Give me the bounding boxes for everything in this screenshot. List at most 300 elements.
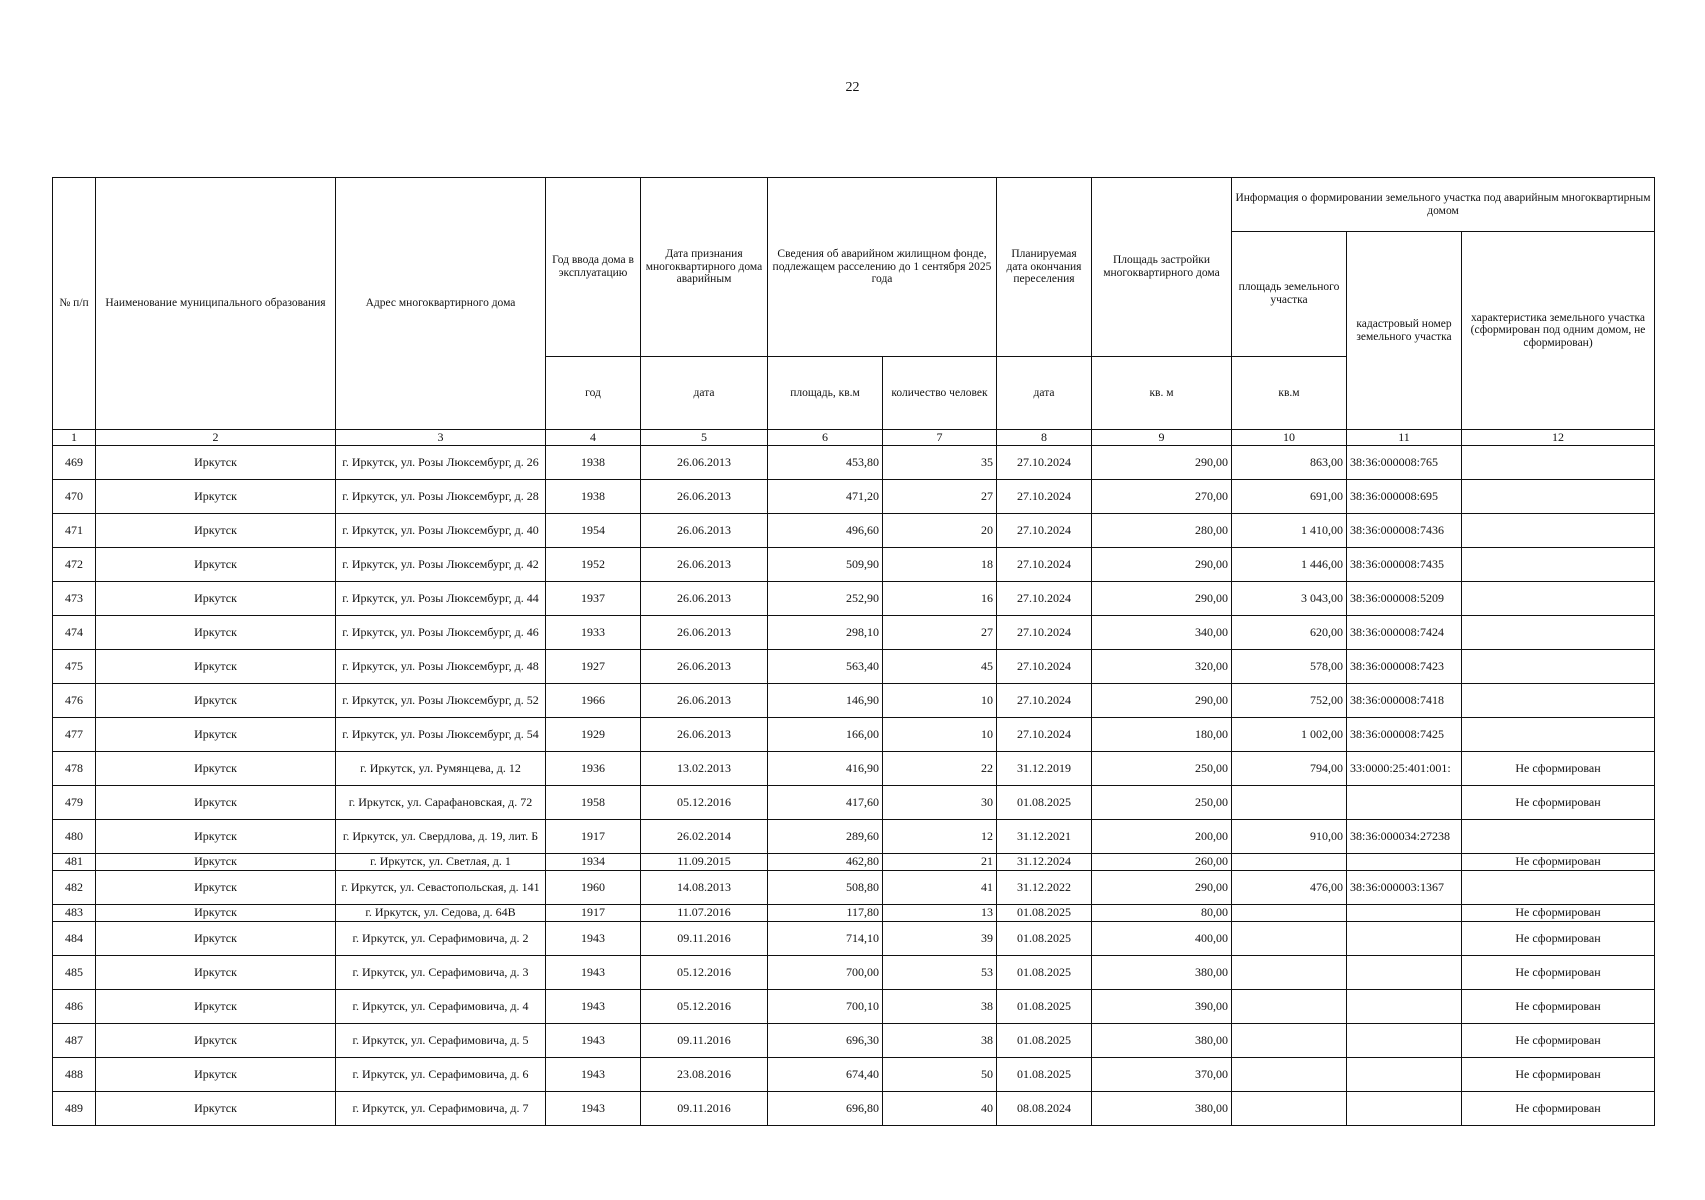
emergency-area-cell: 700,00 <box>768 956 883 990</box>
cadastral-number-cell <box>1347 1058 1462 1092</box>
table-row <box>53 905 1655 922</box>
row-number: 474 <box>53 616 96 650</box>
unit-sqm-land: кв.м <box>1232 357 1347 430</box>
header-date-recognized: Дата признания многоквартирного дома аварийным <box>641 178 768 357</box>
planned-date-cell: 27.10.2024 <box>997 582 1092 616</box>
planned-date-cell: 27.10.2024 <box>997 548 1092 582</box>
address-cell: г. Иркутск, ул. Розы Люксембург, д. 48 <box>336 650 546 684</box>
building-area-cell: 80,00 <box>1092 905 1232 922</box>
cadastral-number-cell: 38:36:000008:5209 <box>1347 582 1462 616</box>
people-count-cell: 20 <box>883 514 997 548</box>
municipality-cell: Иркутск <box>96 905 336 922</box>
year-cell: 1929 <box>546 718 641 752</box>
header-land-area: площадь земельного участка <box>1232 232 1347 357</box>
emergency-area-cell: 509,90 <box>768 548 883 582</box>
building-area-cell: 290,00 <box>1092 582 1232 616</box>
column-number: 8 <box>997 430 1092 446</box>
building-area-cell: 250,00 <box>1092 752 1232 786</box>
land-area-cell: 620,00 <box>1232 616 1347 650</box>
people-count-cell: 39 <box>883 922 997 956</box>
land-characteristic-cell: Не сформирован <box>1462 922 1655 956</box>
emergency-area-cell: 563,40 <box>768 650 883 684</box>
land-area-cell <box>1232 1024 1347 1058</box>
cadastral-number-cell <box>1347 990 1462 1024</box>
land-characteristic-cell: Не сформирован <box>1462 854 1655 871</box>
municipality-cell: Иркутск <box>96 718 336 752</box>
people-count-cell: 10 <box>883 684 997 718</box>
planned-date-cell: 27.10.2024 <box>997 514 1092 548</box>
recognition-date-cell: 09.11.2016 <box>641 922 768 956</box>
unit-sqm: кв. м <box>1092 357 1232 430</box>
address-cell: г. Иркутск, ул. Розы Люксембург, д. 44 <box>336 582 546 616</box>
year-cell: 1943 <box>546 1092 641 1126</box>
land-characteristic-cell: Не сформирован <box>1462 956 1655 990</box>
planned-date-cell: 08.08.2024 <box>997 1092 1092 1126</box>
municipality-cell: Иркутск <box>96 990 336 1024</box>
table-row <box>53 616 1655 650</box>
emergency-area-cell: 471,20 <box>768 480 883 514</box>
recognition-date-cell: 26.06.2013 <box>641 718 768 752</box>
cadastral-number-cell: 38:36:000008:7425 <box>1347 718 1462 752</box>
row-number: 473 <box>53 582 96 616</box>
table-row <box>53 582 1655 616</box>
municipality-cell: Иркутск <box>96 871 336 905</box>
land-area-cell <box>1232 905 1347 922</box>
cadastral-number-cell <box>1347 1024 1462 1058</box>
table-row <box>53 786 1655 820</box>
year-cell: 1917 <box>546 820 641 854</box>
land-area-cell <box>1232 1058 1347 1092</box>
column-number: 11 <box>1347 430 1462 446</box>
cadastral-number-cell: 38:36:000008:7435 <box>1347 548 1462 582</box>
emergency-area-cell: 117,80 <box>768 905 883 922</box>
land-characteristic-cell <box>1462 616 1655 650</box>
header-year-commissioned: Год ввода дома в эксплуатацию <box>546 178 641 357</box>
municipality-cell: Иркутск <box>96 854 336 871</box>
emergency-housing-table <box>52 177 1655 1126</box>
municipality-cell: Иркутск <box>96 616 336 650</box>
page-number: 22 <box>845 80 860 95</box>
year-cell: 1954 <box>546 514 641 548</box>
cadastral-number-cell <box>1347 786 1462 820</box>
row-number: 482 <box>53 871 96 905</box>
table-row <box>53 1058 1655 1092</box>
column-number-row <box>53 430 1655 446</box>
land-characteristic-cell: Не сформирован <box>1462 990 1655 1024</box>
column-number: 2 <box>96 430 336 446</box>
building-area-cell: 380,00 <box>1092 1092 1232 1126</box>
planned-date-cell: 31.12.2024 <box>997 854 1092 871</box>
cadastral-number-cell <box>1347 922 1462 956</box>
land-characteristic-cell <box>1462 718 1655 752</box>
address-cell: г. Иркутск, ул. Серафимовича, д. 7 <box>336 1092 546 1126</box>
planned-date-cell: 27.10.2024 <box>997 718 1092 752</box>
year-cell: 1936 <box>546 752 641 786</box>
planned-date-cell: 27.10.2024 <box>997 616 1092 650</box>
land-characteristic-cell <box>1462 820 1655 854</box>
emergency-area-cell: 696,30 <box>768 1024 883 1058</box>
land-area-cell <box>1232 956 1347 990</box>
address-cell: г. Иркутск, ул. Светлая, д. 1 <box>336 854 546 871</box>
emergency-area-cell: 696,80 <box>768 1092 883 1126</box>
people-count-cell: 12 <box>883 820 997 854</box>
recognition-date-cell: 26.06.2013 <box>641 650 768 684</box>
column-number: 3 <box>336 430 546 446</box>
row-number: 479 <box>53 786 96 820</box>
row-number: 478 <box>53 752 96 786</box>
cadastral-number-cell: 38:36:000008:7423 <box>1347 650 1462 684</box>
row-number: 481 <box>53 854 96 871</box>
header-address: Адрес многоквартирного дома <box>336 178 546 430</box>
emergency-area-cell: 252,90 <box>768 582 883 616</box>
cadastral-number-cell: 38:36:000008:7436 <box>1347 514 1462 548</box>
municipality-cell: Иркутск <box>96 1092 336 1126</box>
cadastral-number-cell <box>1347 905 1462 922</box>
year-cell: 1952 <box>546 548 641 582</box>
address-cell: г. Иркутск, ул. Розы Люксембург, д. 42 <box>336 548 546 582</box>
land-area-cell: 752,00 <box>1232 684 1347 718</box>
year-cell: 1933 <box>546 616 641 650</box>
recognition-date-cell: 23.08.2016 <box>641 1058 768 1092</box>
row-number: 470 <box>53 480 96 514</box>
column-number: 6 <box>768 430 883 446</box>
year-cell: 1958 <box>546 786 641 820</box>
header-municipality: Наименование муниципального образования <box>96 178 336 430</box>
year-cell: 1943 <box>546 990 641 1024</box>
table-row <box>53 684 1655 718</box>
recognition-date-cell: 26.06.2013 <box>641 548 768 582</box>
table-row <box>53 871 1655 905</box>
unit-date: дата <box>641 357 768 430</box>
land-area-cell <box>1232 786 1347 820</box>
recognition-date-cell: 26.06.2013 <box>641 684 768 718</box>
recognition-date-cell: 05.12.2016 <box>641 990 768 1024</box>
header-land-char: характеристика земельного участка (сформирован под одним домом, не сформирован) <box>1462 232 1655 430</box>
recognition-date-cell: 26.06.2013 <box>641 446 768 480</box>
row-number: 484 <box>53 922 96 956</box>
emergency-area-cell: 417,60 <box>768 786 883 820</box>
table-row <box>53 446 1655 480</box>
address-cell: г. Иркутск, ул. Седова, д. 64В <box>336 905 546 922</box>
row-number: 480 <box>53 820 96 854</box>
building-area-cell: 290,00 <box>1092 446 1232 480</box>
municipality-cell: Иркутск <box>96 1024 336 1058</box>
municipality-cell: Иркутск <box>96 548 336 582</box>
building-area-cell: 180,00 <box>1092 718 1232 752</box>
cadastral-number-cell: 38:36:000008:695 <box>1347 480 1462 514</box>
header-cadastral: кадастровый номер земельного участка <box>1347 232 1462 430</box>
people-count-cell: 13 <box>883 905 997 922</box>
municipality-cell: Иркутск <box>96 446 336 480</box>
recognition-date-cell: 26.06.2013 <box>641 514 768 548</box>
header-land-info: Информация о формировании земельного участка под аварийным многоквартирным домом <box>1232 178 1655 232</box>
year-cell: 1943 <box>546 1024 641 1058</box>
people-count-cell: 50 <box>883 1058 997 1092</box>
land-characteristic-cell: Не сформирован <box>1462 905 1655 922</box>
row-number: 488 <box>53 1058 96 1092</box>
land-area-cell: 863,00 <box>1232 446 1347 480</box>
address-cell: г. Иркутск, ул. Розы Люксембург, д. 28 <box>336 480 546 514</box>
column-number: 12 <box>1462 430 1655 446</box>
row-number: 487 <box>53 1024 96 1058</box>
land-characteristic-cell: Не сформирован <box>1462 1058 1655 1092</box>
table-row <box>53 956 1655 990</box>
planned-date-cell: 01.08.2025 <box>997 1024 1092 1058</box>
people-count-cell: 40 <box>883 1092 997 1126</box>
recognition-date-cell: 14.08.2013 <box>641 871 768 905</box>
emergency-area-cell: 453,80 <box>768 446 883 480</box>
address-cell: г. Иркутск, ул. Свердлова, д. 19, лит. Б <box>336 820 546 854</box>
land-area-cell: 578,00 <box>1232 650 1347 684</box>
municipality-cell: Иркутск <box>96 514 336 548</box>
table-row <box>53 548 1655 582</box>
cadastral-number-cell: 33:0000:25:401:001: <box>1347 752 1462 786</box>
year-cell: 1937 <box>546 582 641 616</box>
planned-date-cell: 01.08.2025 <box>997 990 1092 1024</box>
unit-area: площадь, кв.м <box>768 357 883 430</box>
row-number: 471 <box>53 514 96 548</box>
people-count-cell: 41 <box>883 871 997 905</box>
address-cell: г. Иркутск, ул. Серафимовича, д. 4 <box>336 990 546 1024</box>
land-area-cell: 691,00 <box>1232 480 1347 514</box>
recognition-date-cell: 13.02.2013 <box>641 752 768 786</box>
cadastral-number-cell: 38:36:000008:7418 <box>1347 684 1462 718</box>
recognition-date-cell: 26.02.2014 <box>641 820 768 854</box>
planned-date-cell: 01.08.2025 <box>997 922 1092 956</box>
address-cell: г. Иркутск, ул. Серафимовича, д. 3 <box>336 956 546 990</box>
column-number: 1 <box>53 430 96 446</box>
land-area-cell: 794,00 <box>1232 752 1347 786</box>
row-number: 469 <box>53 446 96 480</box>
recognition-date-cell: 09.11.2016 <box>641 1024 768 1058</box>
year-cell: 1943 <box>546 956 641 990</box>
recognition-date-cell: 09.11.2016 <box>641 1092 768 1126</box>
recognition-date-cell: 26.06.2013 <box>641 616 768 650</box>
planned-date-cell: 27.10.2024 <box>997 650 1092 684</box>
table-row <box>53 650 1655 684</box>
land-area-cell <box>1232 990 1347 1024</box>
land-area-cell: 1 410,00 <box>1232 514 1347 548</box>
people-count-cell: 30 <box>883 786 997 820</box>
planned-date-cell: 31.12.2022 <box>997 871 1092 905</box>
table-row <box>53 990 1655 1024</box>
table-row <box>53 480 1655 514</box>
header-planned-date: Планируемая дата окончания переселения <box>997 178 1092 357</box>
building-area-cell: 380,00 <box>1092 956 1232 990</box>
row-number: 475 <box>53 650 96 684</box>
building-area-cell: 370,00 <box>1092 1058 1232 1092</box>
address-cell: г. Иркутск, ул. Серафимовича, д. 6 <box>336 1058 546 1092</box>
building-area-cell: 260,00 <box>1092 854 1232 871</box>
planned-date-cell: 01.08.2025 <box>997 905 1092 922</box>
building-area-cell: 340,00 <box>1092 616 1232 650</box>
column-number: 10 <box>1232 430 1347 446</box>
building-area-cell: 290,00 <box>1092 871 1232 905</box>
column-number: 9 <box>1092 430 1232 446</box>
row-number: 477 <box>53 718 96 752</box>
row-number: 476 <box>53 684 96 718</box>
recognition-date-cell: 11.09.2015 <box>641 854 768 871</box>
address-cell: г. Иркутск, ул. Севастопольская, д. 141 <box>336 871 546 905</box>
unit-people: количество человек <box>883 357 997 430</box>
address-cell: г. Иркутск, ул. Сарафановская, д. 72 <box>336 786 546 820</box>
building-area-cell: 250,00 <box>1092 786 1232 820</box>
land-characteristic-cell <box>1462 650 1655 684</box>
year-cell: 1960 <box>546 871 641 905</box>
building-area-cell: 200,00 <box>1092 820 1232 854</box>
header-building-area: Площадь застройки многоквартирного дома <box>1092 178 1232 357</box>
table-row <box>53 854 1655 871</box>
emergency-area-cell: 289,60 <box>768 820 883 854</box>
column-number: 4 <box>546 430 641 446</box>
land-characteristic-cell: Не сформирован <box>1462 1024 1655 1058</box>
building-area-cell: 290,00 <box>1092 684 1232 718</box>
address-cell: г. Иркутск, ул. Серафимовича, д. 5 <box>336 1024 546 1058</box>
land-area-cell: 476,00 <box>1232 871 1347 905</box>
year-cell: 1917 <box>546 905 641 922</box>
emergency-area-cell: 674,40 <box>768 1058 883 1092</box>
building-area-cell: 320,00 <box>1092 650 1232 684</box>
people-count-cell: 53 <box>883 956 997 990</box>
people-count-cell: 38 <box>883 1024 997 1058</box>
year-cell: 1938 <box>546 446 641 480</box>
municipality-cell: Иркутск <box>96 956 336 990</box>
people-count-cell: 22 <box>883 752 997 786</box>
land-characteristic-cell <box>1462 514 1655 548</box>
planned-date-cell: 01.08.2025 <box>997 786 1092 820</box>
table-body <box>53 446 1655 1126</box>
address-cell: г. Иркутск, ул. Розы Люксембург, д. 54 <box>336 718 546 752</box>
year-cell: 1943 <box>546 1058 641 1092</box>
land-area-cell <box>1232 854 1347 871</box>
table-row <box>53 514 1655 548</box>
header-emergency-info: Сведения об аварийном жилищном фонде, подлежащем расселению до 1 сентября 2025 года <box>768 178 997 357</box>
emergency-area-cell: 146,90 <box>768 684 883 718</box>
table-row <box>53 718 1655 752</box>
cadastral-number-cell <box>1347 1092 1462 1126</box>
year-cell: 1927 <box>546 650 641 684</box>
cadastral-number-cell: 38:36:000008:765 <box>1347 446 1462 480</box>
land-area-cell <box>1232 922 1347 956</box>
recognition-date-cell: 05.12.2016 <box>641 956 768 990</box>
row-number: 483 <box>53 905 96 922</box>
cadastral-number-cell <box>1347 956 1462 990</box>
land-area-cell: 910,00 <box>1232 820 1347 854</box>
column-number: 5 <box>641 430 768 446</box>
people-count-cell: 21 <box>883 854 997 871</box>
year-cell: 1938 <box>546 480 641 514</box>
cadastral-number-cell: 38:36:000034:27238 <box>1347 820 1462 854</box>
land-area-cell: 1 002,00 <box>1232 718 1347 752</box>
emergency-area-cell: 714,10 <box>768 922 883 956</box>
table-row <box>53 1024 1655 1058</box>
land-area-cell: 1 446,00 <box>1232 548 1347 582</box>
year-cell: 1966 <box>546 684 641 718</box>
people-count-cell: 16 <box>883 582 997 616</box>
land-characteristic-cell <box>1462 548 1655 582</box>
emergency-area-cell: 462,80 <box>768 854 883 871</box>
land-characteristic-cell <box>1462 480 1655 514</box>
address-cell: г. Иркутск, ул. Розы Люксембург, д. 46 <box>336 616 546 650</box>
people-count-cell: 38 <box>883 990 997 1024</box>
emergency-area-cell: 508,80 <box>768 871 883 905</box>
planned-date-cell: 01.08.2025 <box>997 956 1092 990</box>
cadastral-number-cell: 38:36:000003:1367 <box>1347 871 1462 905</box>
recognition-date-cell: 11.07.2016 <box>641 905 768 922</box>
municipality-cell: Иркутск <box>96 650 336 684</box>
municipality-cell: Иркутск <box>96 480 336 514</box>
cadastral-number-cell: 38:36:000008:7424 <box>1347 616 1462 650</box>
table-row <box>53 922 1655 956</box>
unit-date-planned: дата <box>997 357 1092 430</box>
address-cell: г. Иркутск, ул. Серафимовича, д. 2 <box>336 922 546 956</box>
planned-date-cell: 27.10.2024 <box>997 684 1092 718</box>
cadastral-number-cell <box>1347 854 1462 871</box>
municipality-cell: Иркутск <box>96 1058 336 1092</box>
row-number: 485 <box>53 956 96 990</box>
table-row <box>53 1092 1655 1126</box>
people-count-cell: 27 <box>883 480 997 514</box>
emergency-area-cell: 298,10 <box>768 616 883 650</box>
recognition-date-cell: 26.06.2013 <box>641 582 768 616</box>
address-cell: г. Иркутск, ул. Розы Люксембург, д. 52 <box>336 684 546 718</box>
row-number: 489 <box>53 1092 96 1126</box>
land-characteristic-cell <box>1462 582 1655 616</box>
municipality-cell: Иркутск <box>96 752 336 786</box>
planned-date-cell: 31.12.2019 <box>997 752 1092 786</box>
year-cell: 1934 <box>546 854 641 871</box>
building-area-cell: 400,00 <box>1092 922 1232 956</box>
municipality-cell: Иркутск <box>96 786 336 820</box>
building-area-cell: 380,00 <box>1092 1024 1232 1058</box>
people-count-cell: 35 <box>883 446 997 480</box>
people-count-cell: 18 <box>883 548 997 582</box>
recognition-date-cell: 05.12.2016 <box>641 786 768 820</box>
building-area-cell: 280,00 <box>1092 514 1232 548</box>
emergency-area-cell: 416,90 <box>768 752 883 786</box>
row-number: 472 <box>53 548 96 582</box>
building-area-cell: 290,00 <box>1092 548 1232 582</box>
emergency-area-cell: 496,60 <box>768 514 883 548</box>
planned-date-cell: 31.12.2021 <box>997 820 1092 854</box>
land-characteristic-cell <box>1462 871 1655 905</box>
people-count-cell: 10 <box>883 718 997 752</box>
row-number: 486 <box>53 990 96 1024</box>
address-cell: г. Иркутск, ул. Румянцева, д. 12 <box>336 752 546 786</box>
land-characteristic-cell <box>1462 446 1655 480</box>
header-num: № п/п <box>53 178 96 430</box>
land-characteristic-cell: Не сформирован <box>1462 786 1655 820</box>
land-characteristic-cell <box>1462 684 1655 718</box>
land-area-cell <box>1232 1092 1347 1126</box>
people-count-cell: 45 <box>883 650 997 684</box>
planned-date-cell: 01.08.2025 <box>997 1058 1092 1092</box>
year-cell: 1943 <box>546 922 641 956</box>
land-characteristic-cell: Не сформирован <box>1462 1092 1655 1126</box>
building-area-cell: 270,00 <box>1092 480 1232 514</box>
planned-date-cell: 27.10.2024 <box>997 446 1092 480</box>
people-count-cell: 27 <box>883 616 997 650</box>
municipality-cell: Иркутск <box>96 582 336 616</box>
column-number: 7 <box>883 430 997 446</box>
recognition-date-cell: 26.06.2013 <box>641 480 768 514</box>
planned-date-cell: 27.10.2024 <box>997 480 1092 514</box>
emergency-area-cell: 166,00 <box>768 718 883 752</box>
municipality-cell: Иркутск <box>96 684 336 718</box>
land-area-cell: 3 043,00 <box>1232 582 1347 616</box>
table-row <box>53 820 1655 854</box>
municipality-cell: Иркутск <box>96 820 336 854</box>
